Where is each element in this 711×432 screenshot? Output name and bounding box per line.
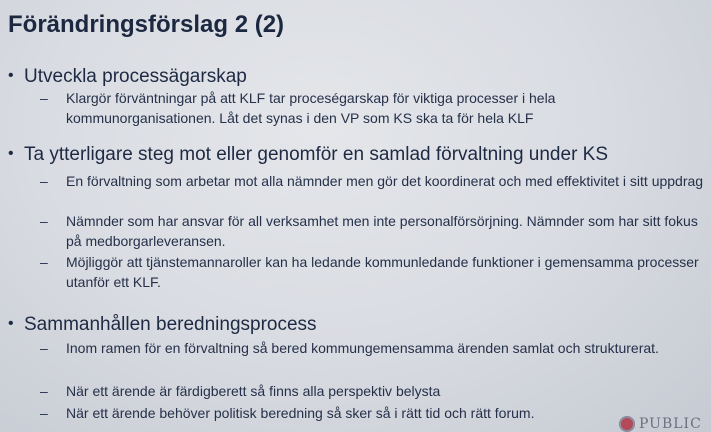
slide-title: Förändringsförslag 2 (2)	[8, 11, 285, 38]
dash-icon: –	[40, 383, 48, 399]
dash-icon: –	[40, 213, 48, 229]
dash-icon: –	[40, 90, 48, 106]
list-item-text: Inom ramen för en förvaltning så bered kommungemensamma ärenden samlat och strukturerat.	[66, 340, 659, 356]
section-heading-beredningsprocess	[8, 314, 317, 336]
list-item	[40, 171, 706, 191]
list-item-text: Möjliggör att tjänstemannaroller kan ha ledande kommunledande funktioner i gemensamma processer utanför ett KLF.	[66, 254, 699, 290]
bullet-icon: •	[8, 315, 14, 332]
dash-icon: –	[40, 254, 48, 270]
list-item-text: Klargör förväntningar på att KLF tar proceségarskap för viktiga processer i hela kommunorganisationen. Låt det synas i den VP som KS ska ta för hela KLF	[66, 90, 556, 126]
bullet-icon: •	[8, 145, 14, 162]
section-heading-text: Ta ytterligare steg mot eller genomför en samlad förvaltning under KS	[24, 144, 609, 165]
classification-label: PUBLIC	[639, 416, 702, 432]
list-item	[40, 252, 706, 292]
section-heading-text: Utveckla processägarskap	[24, 66, 247, 87]
logo-circle-icon	[619, 416, 635, 432]
list-item	[40, 211, 706, 251]
section-heading-text: Sammanhållen beredningsprocess	[24, 314, 317, 335]
list-item	[40, 403, 706, 423]
section-heading-samlad-forvaltning	[8, 144, 608, 166]
list-item	[40, 338, 706, 358]
dash-icon: –	[40, 173, 48, 189]
list-item-text: Nämnder som har ansvar för all verksamhet men inte personalförsörjning. Nämnder som har sitt fokus på medborgarleveransen.	[66, 213, 698, 249]
list-item-text: När ett ärende är färdigberett så finns alla perspektiv belysta	[66, 383, 441, 399]
list-item-text: En förvaltning som arbetar mot alla nämnder men gör det koordinerat och med effektivitet i sitt uppdrag	[66, 173, 704, 189]
dash-icon: –	[40, 405, 48, 421]
list-item	[40, 381, 706, 401]
bullet-icon: •	[8, 67, 14, 84]
dash-icon: –	[40, 340, 48, 356]
list-item	[40, 88, 706, 128]
list-item-text: När ett ärende behöver politisk beredning så sker så i rätt tid och rätt forum.	[66, 405, 535, 421]
section-heading-processagarskap	[8, 66, 247, 88]
classification-logo	[619, 416, 711, 432]
